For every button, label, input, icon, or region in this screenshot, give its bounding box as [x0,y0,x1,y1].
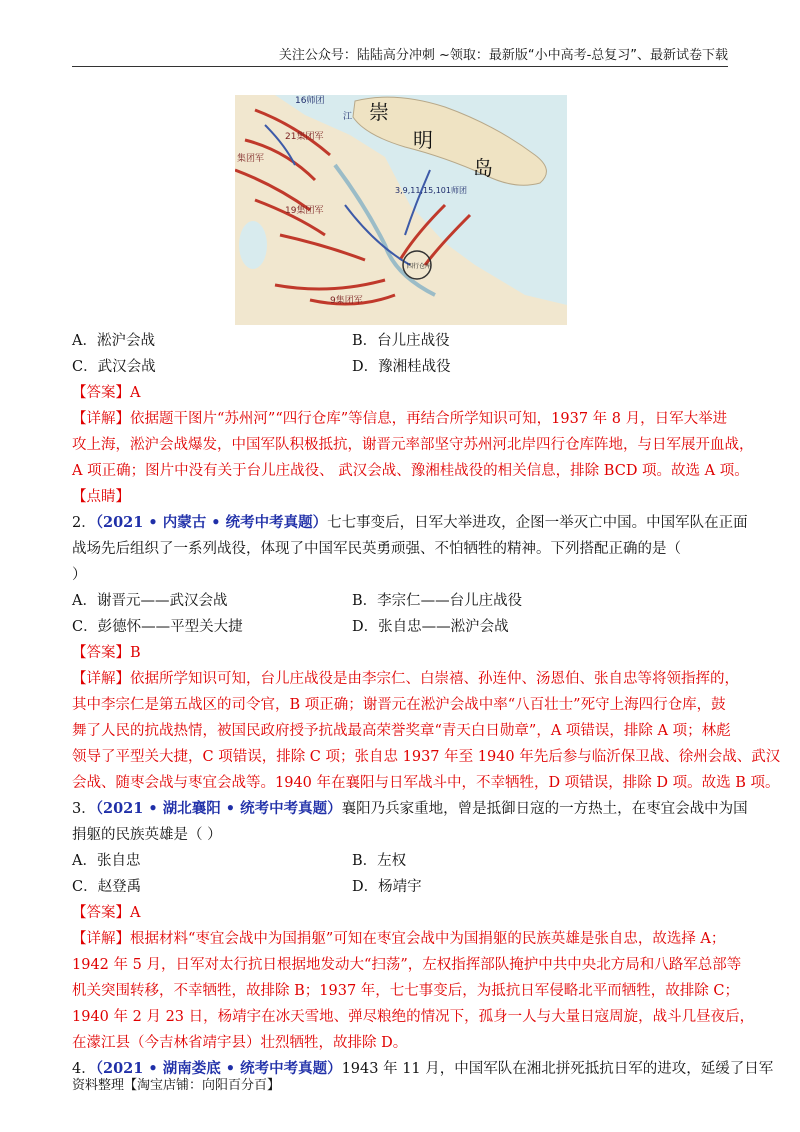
q3-stem-line: 捐躯的民族英雄是（ ） [72,827,222,843]
q3-option-c: C．赵登禹 [72,879,142,895]
q3-detail-line: 1942 年 5 月，日军对太行抗日根据地发动大“扫荡”，左权指挥部队掩护中共中央北方局和八路军总部等 [72,957,742,973]
map-label: 9集团军 [330,296,363,306]
q1-option-a: A．淞沪会战 [72,333,155,349]
q3-answer: 【答案】A [72,905,141,921]
q3-number: 3． [72,801,96,817]
q2-detail-line: 其中李宗仁是第五战区的司令官，B 项正确；谢晋元在淞沪会战中率“八百壮士”死守上海四行仓库，鼓 [72,697,726,713]
map-label: 19集团军 [285,206,324,216]
map-label: 21集团军 [285,132,324,142]
q3-option-a: A．张自忠 [72,853,141,869]
q2-option-a: A．谢晋元——武汉会战 [72,593,228,609]
q2-source: （2021 • 内蒙古 • 统考中考真题） [95,514,328,531]
q2-answer: 【答案】B [72,645,141,661]
q4-number: 4． [72,1061,96,1077]
q3-detail-line: 【详解】根据材料“枣宜会战中为国捐躯”可知在枣宜会战中为国捐躯的民族英雄是张自忠，故选择 A； [72,931,726,947]
q3-source: （2021 • 湖北襄阳 • 统考中考真题） [95,800,342,817]
q3-detail-line: 机关突围转移，不幸牺牲，故排除 B；1937 年，七七事变后，为抵抗日军侵略北平而牺牲，故排除 C； [72,983,739,999]
q1-option-b: B．台儿庄战役 [352,333,450,349]
q1-comment: 【点睛】 [72,489,130,505]
map-label: 四行仓库 [407,263,432,270]
page-footer: 资料整理【淘宝店铺：向阳百分百】 [72,1078,281,1093]
page-header: 关注公众号：陆陆高分冲刺 ~领取：最新版“小中高考-总复习”、最新试卷下载 [278,48,728,63]
map-label: 3,9,11,15,101师团 [395,186,467,195]
q2-option-b: B．李宗仁——台儿庄战役 [352,593,523,609]
q2-number: 2． [72,515,96,531]
q2-stem-line: ） [72,567,87,583]
q2-stem-text: 七七事变后，日军大举进攻，企图一举灭亡中国。中国军队在正面 [327,515,748,531]
q2-stem [72,510,748,536]
map-label: 崇 [369,100,389,124]
q4-stem-text: 1943 年 11 月，中国军队在湘北拼死抵抗日军的进攻，延缓了日军 [341,1061,774,1077]
q2-option-d: D．张自忠——淞沪会战 [352,619,509,635]
q3-option-b: B．左权 [352,853,407,869]
q3-stem-text: 襄阳乃兵家重地，曾是抵御日寇的一方热土，在枣宜会战中为国 [341,801,748,817]
q1-options [72,328,728,380]
q1-option-d: D．豫湘桂战役 [352,359,451,375]
q3-detail-line: 在濛江县（今吉林省靖宇县）壮烈牺牲，故排除 D。 [72,1035,408,1051]
q2-stem-line: 战场先后组织了一系列战役，体现了中国军民英勇顽强、不怕牺牲的精神。下列搭配正确的是（ [72,541,681,557]
map-label: 集团军 [237,154,265,164]
q3-options [72,848,728,900]
q2-option-c: C．彭德怀——平型关大捷 [72,619,243,635]
map-lake [239,221,267,269]
q1-detail-line: 攻上海，淞沪会战爆发，中国军队积极抵抗，谢晋元率部坚守苏州河北岸四行仓库阵地，与日军展开血战， [72,437,754,453]
battle-map-image [235,95,567,325]
q2-detail-line: 会战、随枣会战与枣宜会战等。1940 年在襄阳与日军战斗中，不幸牺牲，D 项错误，排除 D 项。故选 B 项。 [72,775,780,791]
q1-detail-line: 【详解】依据题干图片“苏州河”“四行仓库”等信息，再结合所学知识可知，1937 年 8 月，日军大举进 [72,411,728,427]
q1-option-c: C．武汉会战 [72,359,156,375]
header-rule [72,66,728,67]
map-label: 明 [413,128,433,152]
q2-detail-line: 领导了平型关大捷，C 项错误，排除 C 项；张自忠 1937 年至 1940 年先后参与临沂保卫战、徐州会战、武汉 [72,749,781,765]
q3-stem [72,796,748,822]
map-label: 16师团 [295,96,325,106]
question-content [72,328,781,1082]
q3-option-d: D．杨靖宇 [352,879,422,895]
q4-source: （2021 • 湖南娄底 • 统考中考真题） [95,1060,342,1077]
map-label: 岛 [473,156,493,180]
q1-answer: 【答案】A [72,385,141,401]
q2-detail-line: 【详解】依据所学知识可知，台儿庄战役是由李宗仁、白崇禧、孙连仲、汤恩伯、张自忠等将领指挥的， [72,671,739,687]
q3-detail-line: 1940 年 2 月 23 日，杨靖宇在冰天雪地、弹尽粮绝的情况下，孤身一人与大量日寇周旋，战斗几昼夜后， [72,1009,755,1025]
map-label: 江 [343,112,353,122]
q1-detail-line: A 项正确；图片中没有关于台儿庄战役、 武汉会战、豫湘桂战役的相关信息，排除 BCD 项。故选 A 项。 [72,463,749,479]
q2-detail-line: 舞了人民的抗战热情，被国民政府授予抗战最高荣誉奖章“青天白日勋章”，A 项错误，排除 A 项；林彪 [72,723,731,739]
q2-options [72,588,728,640]
